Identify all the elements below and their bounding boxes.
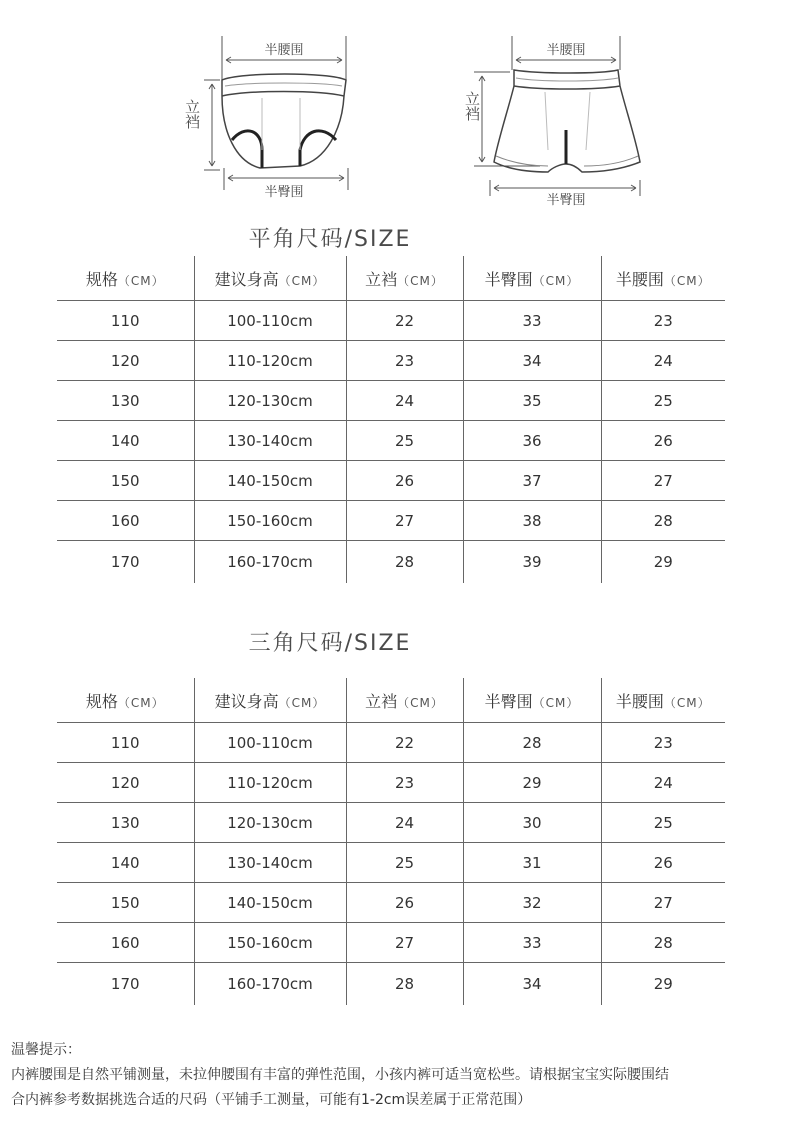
- briefs-size-table: [57, 678, 725, 1005]
- note-line-1: 内裤腰围是自然平铺测量，未拉伸腰围有丰富的弹性范围，小孩内裤可适当宽松些。请根据宝宝实际腰围结: [11, 1067, 669, 1083]
- boxers-half-waist-label: 半腰围: [546, 43, 586, 58]
- briefs-half-waist-label: 半腰围: [264, 43, 304, 58]
- half-waist-cell: 27: [601, 461, 725, 501]
- boxer-size-title: 平角尺码/SIZE: [248, 227, 412, 252]
- height-cell: 160-170cm: [194, 541, 346, 584]
- half-hip-cell: 31: [463, 843, 601, 883]
- table-row: [57, 541, 725, 584]
- briefs-illustration: [204, 36, 348, 190]
- half-hip-cell: 38: [463, 501, 601, 541]
- height-cell: 130-140cm: [194, 843, 346, 883]
- height-cell: 110-120cm: [194, 341, 346, 381]
- table-row: [57, 843, 725, 883]
- size-cell: 170: [110, 975, 140, 993]
- column-header-half-hip: 半臀围（CM）: [463, 256, 601, 301]
- half-waist-cell: 24: [601, 763, 725, 803]
- half-hip-cell: 39: [463, 541, 601, 584]
- table-row: [57, 883, 725, 923]
- size-cell: 140: [57, 843, 194, 883]
- rise-cell: 22: [346, 301, 463, 341]
- note-line-2: 合内裤参考数据挑选合适的尺码（平铺手工测量，可能有1-2cm误差属于正常范围）: [11, 1092, 532, 1108]
- table-body: [57, 301, 725, 584]
- height-cell: 100-110cm: [194, 301, 346, 341]
- height-cell: 130-140cm: [194, 421, 346, 461]
- half-waist-cell: 24: [601, 341, 725, 381]
- half-hip-cell: 36: [463, 421, 601, 461]
- height-cell: 120-130cm: [194, 803, 346, 843]
- size-cell: 130: [57, 803, 194, 843]
- half-waist-cell: 25: [601, 381, 725, 421]
- half-waist-cell: 26: [601, 843, 725, 883]
- rise-cell: 23: [346, 341, 463, 381]
- size-note: [11, 1038, 781, 1113]
- half-hip-cell: 34: [463, 341, 601, 381]
- column-header-half-waist: 半腰围（CM）: [601, 256, 725, 301]
- column-header-rise: 立裆（CM）: [346, 678, 463, 723]
- table-body: [57, 723, 725, 1006]
- column-header-half-hip: 半臀围（CM）: [463, 678, 601, 723]
- half-waist-cell: 28: [601, 501, 725, 541]
- half-hip-cell: 32: [463, 883, 601, 923]
- column-header-size: 规格（CM）: [57, 678, 194, 723]
- half-hip-cell: 33: [463, 923, 601, 963]
- half-waist-cell: 23: [601, 301, 725, 341]
- table-row: [57, 501, 725, 541]
- size-cell: 140: [57, 421, 194, 461]
- size-cell: 120: [57, 763, 194, 803]
- size-cell: 120: [57, 341, 194, 381]
- table-row: [57, 763, 725, 803]
- boxer-size-table: [57, 256, 725, 583]
- half-waist-cell: 28: [601, 923, 725, 963]
- rise-cell: 27: [346, 923, 463, 963]
- half-waist-cell: 27: [601, 883, 725, 923]
- rise-cell: 28: [346, 963, 463, 1006]
- height-cell: 100-110cm: [194, 723, 346, 763]
- briefs-rise-label: 立裆: [183, 99, 201, 129]
- height-cell: 150-160cm: [194, 923, 346, 963]
- table-row: [57, 381, 725, 421]
- half-waist-cell: 23: [601, 723, 725, 763]
- table-header-row: [57, 678, 725, 723]
- table-row: [57, 461, 725, 501]
- table-row: [57, 803, 725, 843]
- size-cell: 150: [57, 883, 194, 923]
- half-hip-cell: 28: [463, 723, 601, 763]
- table-row: [57, 301, 725, 341]
- note-heading: 温馨提示：: [11, 1042, 81, 1058]
- height-cell: 140-150cm: [194, 883, 346, 923]
- rise-cell: 27: [346, 501, 463, 541]
- boxers-half-hip-label: 半臀围: [546, 193, 586, 208]
- boxers-illustration: [474, 36, 640, 196]
- table-row: [57, 963, 725, 1006]
- half-waist-cell: 25: [601, 803, 725, 843]
- table-row: [57, 723, 725, 763]
- size-cell: 170: [110, 553, 140, 571]
- half-waist-cell: 26: [601, 421, 725, 461]
- half-waist-cell: 29: [601, 963, 725, 1006]
- half-hip-cell: 35: [463, 381, 601, 421]
- column-header-height: 建议身高（CM）: [194, 256, 346, 301]
- half-hip-cell: 29: [463, 763, 601, 803]
- briefs-half-hip-label: 半臀围: [264, 185, 304, 200]
- rise-cell: 28: [346, 541, 463, 584]
- rise-cell: 25: [346, 843, 463, 883]
- half-hip-cell: 33: [463, 301, 601, 341]
- table-row: [57, 341, 725, 381]
- column-header-half-waist: 半腰围（CM）: [601, 678, 725, 723]
- rise-cell: 24: [346, 803, 463, 843]
- half-hip-cell: 34: [463, 963, 601, 1006]
- rise-cell: 26: [346, 461, 463, 501]
- briefs-size-title: 三角尺码/SIZE: [248, 631, 412, 656]
- table-row: [57, 421, 725, 461]
- underwear-illustrations: [0, 0, 790, 220]
- size-cell: 110: [57, 723, 194, 763]
- size-cell: 160: [57, 923, 194, 963]
- rise-cell: 25: [346, 421, 463, 461]
- rise-cell: 26: [346, 883, 463, 923]
- boxers-rise-label: 立裆: [463, 91, 481, 121]
- half-waist-cell: 29: [601, 541, 725, 584]
- rise-cell: 24: [346, 381, 463, 421]
- size-cell: 160: [57, 501, 194, 541]
- rise-cell: 22: [346, 723, 463, 763]
- half-hip-cell: 37: [463, 461, 601, 501]
- measurement-diagram: [0, 0, 790, 220]
- table-row: [57, 923, 725, 963]
- height-cell: 160-170cm: [194, 963, 346, 1006]
- half-hip-cell: 30: [463, 803, 601, 843]
- size-cell: 130: [57, 381, 194, 421]
- size-cell: 150: [57, 461, 194, 501]
- height-cell: 140-150cm: [194, 461, 346, 501]
- column-header-height: 建议身高（CM）: [194, 678, 346, 723]
- height-cell: 150-160cm: [194, 501, 346, 541]
- rise-cell: 23: [346, 763, 463, 803]
- size-cell: 110: [57, 301, 194, 341]
- height-cell: 120-130cm: [194, 381, 346, 421]
- table-header-row: [57, 256, 725, 301]
- height-cell: 110-120cm: [194, 763, 346, 803]
- column-header-rise: 立裆（CM）: [346, 256, 463, 301]
- column-header-size: 规格（CM）: [57, 256, 194, 301]
